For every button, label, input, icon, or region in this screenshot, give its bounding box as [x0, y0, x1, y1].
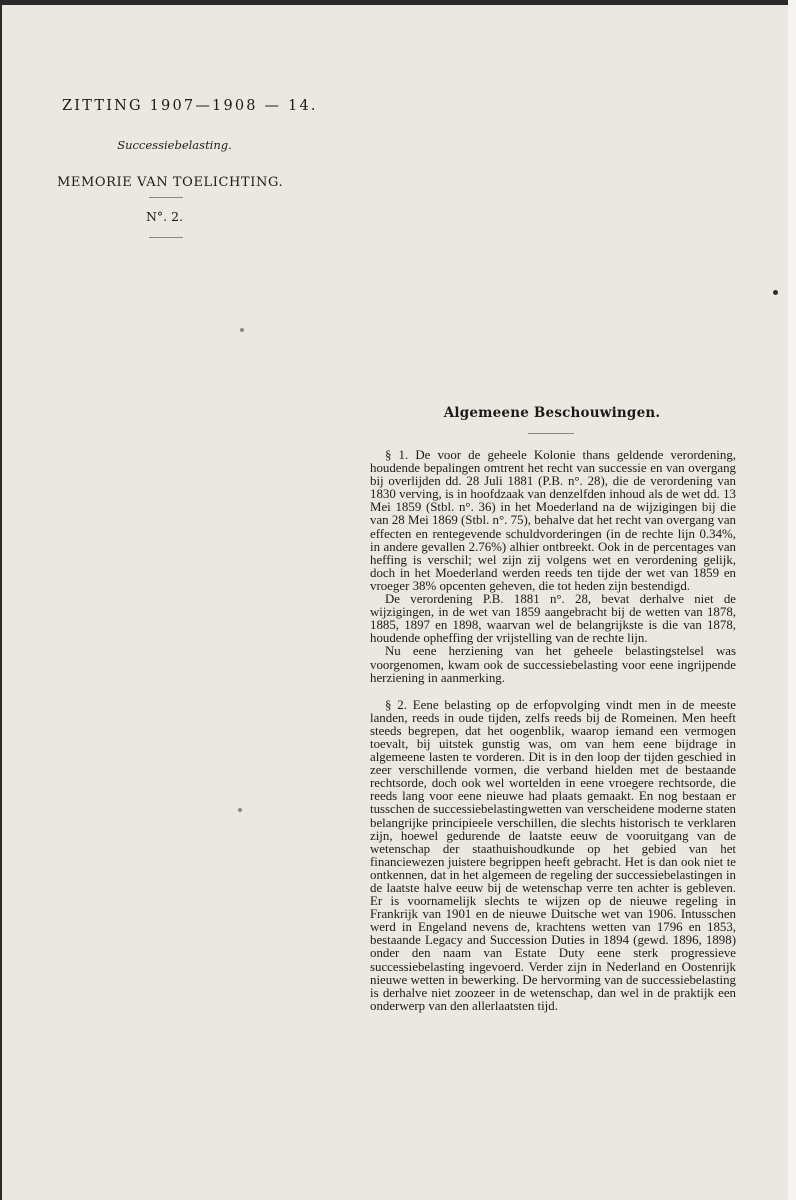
paragraph: § 1. De voor de geheele Kolonie thans geldende verordening, houdende bepalingen omtrent het recht van successie en van overgang bij overlijden dd. 28 Juli 1881 (P.B. n°. 28), die de verordening van 1830 verving, is in hoofdzaak van denzelfden inhoud als de wet dd. 13 Mei 1859 (Stbl. n°. 36) in het Moederland na de wijzigingen bij die van 28 Mei 1869 (Stbl. n°. 75), behalve dat het recht van overgang van effecten en rentegevende schuldvorderingen (in de rechte lijn 0.34%, in andere gevallen 2.76%) alhier ontbreekt. Ook in de percentages van heffing is verschil; wel zijn zij volgens wet en verordening gelijk, doch in het Moederland werden reeds ten tijde der wet van 1859 en vroeger 38% opcenten geheven, die tot heden zijn bestendigd. — [370, 448, 736, 593]
print-speck — [240, 328, 244, 332]
bill-subject: Successiebelasting. — [117, 138, 232, 152]
print-speck — [238, 808, 242, 812]
document-type: MEMORIE VAN TOELICHTING. — [57, 175, 284, 190]
divider-rule — [149, 237, 183, 238]
print-speck — [773, 290, 778, 295]
document-number: N°. 2. — [145, 209, 184, 224]
section-heading: Algemeene Beschouwingen. — [443, 405, 661, 421]
paragraph: De verordening P.B. 1881 n°. 28, bevat derhalve niet de wijzigingen, in de wet van 1859 aangebracht bij de wetten van 1878, 1885, 1897 en 1898, waarvan wel de belangrijkste is die van 1878, houdende opheffing der vrijstelling van de rechte lijn. — [370, 592, 736, 646]
divider-rule — [149, 197, 183, 198]
page-edge — [788, 0, 796, 1200]
paragraph: § 2. Eene belasting op de erfopvolging vindt men in de meeste landen, reeds in oude tijden, zelfs reeds bij de Romeinen. Men heeft steeds begrepen, dat het oogenblik, waarop iemand een vermogen toevalt, bij uitstek gunstig was, om van hem eene bijdrage in algemeene lasten te vorderen. Dit is in den loop der tijden geschied in zeer verschillende vormen, die verband hielden met de bestaande rechtsorde, doch ook wel wortelden in eene vroegere rechtsorde, die reeds lang voor eene nieuwe had plaats gemaakt. En nog bestaan er tusschen de successiebelastingwetten van verscheidene moderne staten belangrijke principieele verschillen, die slechts historisch te verklaren zijn, hoewel gedurende de laatste eeuw de vooruitgang van de wetenschap der staathuishoudkunde op het gebied van het financiewezen juistere begrippen heeft gebracht. Het is dan ook niet te ontkennen, dat in het algemeen de regeling der successiebelastingen in de laatste halve eeuw bij de wetenschap verre ten achter is gebleven. Er is voornamelijk slechts te wijzen op de nieuwe regeling in Frankrijk van 1901 en de nieuwe Duitsche wet van 1906. Intusschen werd in Engeland nevens de, krachtens wetten van 1796 en 1853, bestaande Legacy and Succession Duties in 1894 (gewd. 1896, 1898) onder den naam van Estate Duty eene sterk progressieve successiebelasting ingevoerd. Verder zijn in Nederland en Oostenrijk nieuwe wetten in bewerking. De hervorming van de successiebelasting is derhalve niet zoozeer in de wetenschap, dan wel in de praktijk een onderwerp van den allerlaatsten tijd. — [370, 697, 736, 1013]
paper-sheet — [2, 5, 788, 1200]
body-text — [370, 449, 736, 1013]
heading-rule — [528, 433, 574, 434]
paragraph: Nu eene herziening van het geheele belastingstelsel was voorgenomen, kwam ook de successiebelasting voor eene ingrijpende herziening in aanmerking. — [370, 644, 736, 685]
session-title: ZITTING 1907—1908 — 14. — [62, 98, 318, 114]
